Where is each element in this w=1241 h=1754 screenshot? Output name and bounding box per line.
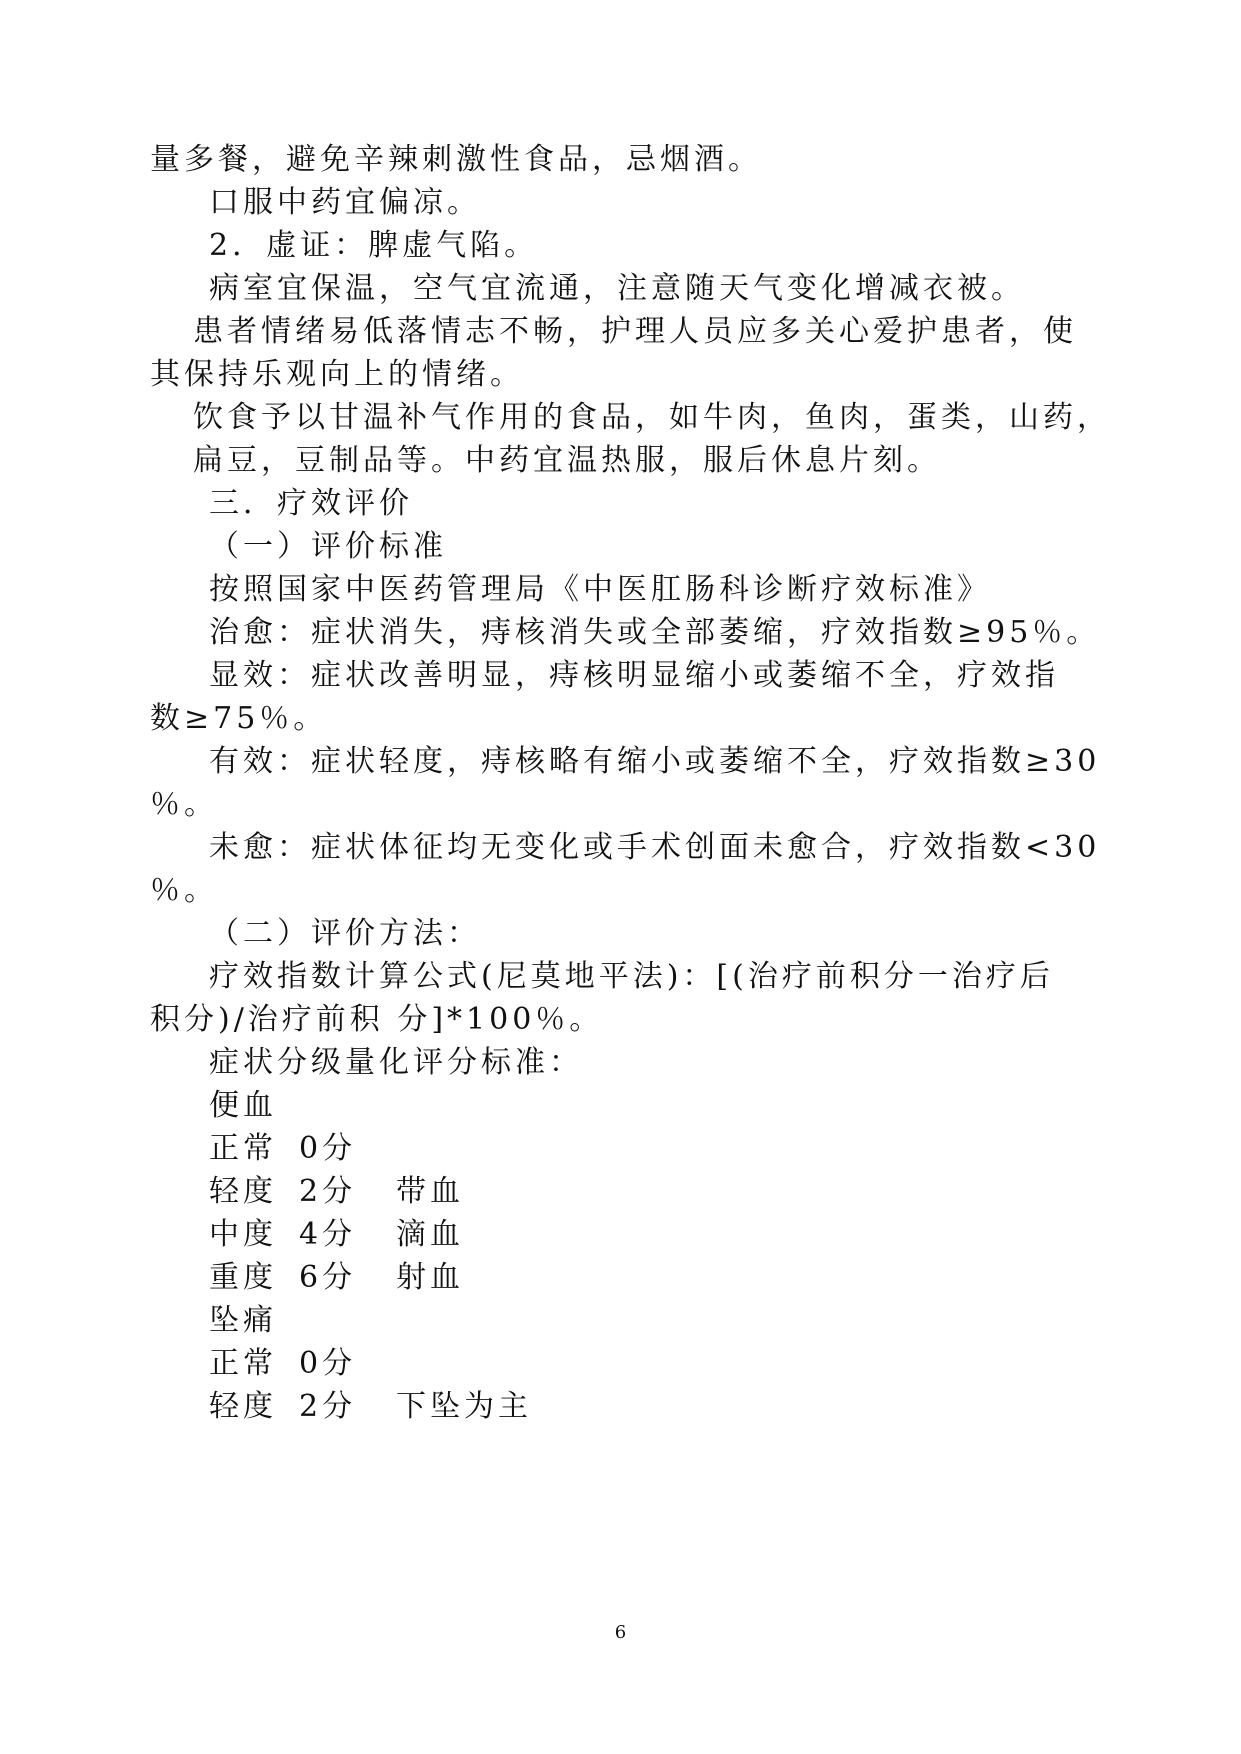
scale-score: 0分 (299, 1131, 357, 1166)
scale-score: 6分 (299, 1260, 357, 1295)
heading-deficiency-syndrome: 2．虚证：脾虚气陷。 (209, 228, 539, 263)
heading-efficacy-evaluation: 三．疗效评价 (209, 486, 413, 521)
scale-score: 2分 (299, 1174, 357, 1209)
paragraph-effective-line2: ％。 (150, 787, 218, 822)
scale-level: 正常 (209, 1131, 277, 1166)
page-number: 6 (614, 1622, 627, 1643)
heading-evaluation-criteria: （一）评价标准 (209, 529, 447, 564)
paragraph-effective-line1: 有效：症状轻度，痔核略有缩小或萎缩不全，疗效指数≥30 (209, 744, 1101, 779)
heading-evaluation-method: （二）评价方法： (209, 916, 481, 951)
scale-score: 4分 (299, 1217, 357, 1252)
paragraph-formula-line2: 积分)/治疗前积 分]*100％。 (150, 1002, 604, 1037)
paragraph-cured: 治愈：症状消失，痔核消失或全部萎缩，疗效指数≥95％。 (209, 615, 1101, 650)
scale-description: 滴血 (396, 1217, 464, 1252)
scale-description: 带血 (396, 1174, 464, 1209)
paragraph-formula-line1: 疗效指数计算公式(尼莫地平法)：[(治疗前积分一治疗后 (209, 959, 1054, 994)
paragraph-marked-effect-line2: 数≥75％。 (150, 701, 328, 736)
paragraph-diet-continued: 量多餐，避免辛辣刺激性食品，忌烟酒。 (150, 142, 762, 177)
paragraph-diet-tonic-line1: 饮食予以甘温补气作用的食品，如牛肉，鱼肉，蛋类，山药， (193, 400, 1111, 435)
scale-score: 2分 (299, 1389, 357, 1424)
paragraph-not-cured-line1: 未愈：症状体征均无变化或手术创面未愈合，疗效指数<30 (209, 830, 1101, 865)
paragraph-herbal-cool: 口服中药宜偏凉。 (209, 185, 481, 220)
scale-level: 轻度 (209, 1389, 277, 1424)
scale-description: 射血 (396, 1260, 464, 1295)
scale-level: 重度 (209, 1260, 277, 1295)
paragraph-emotion-line1: 患者情绪易低落情志不畅，护理人员应多关心爱护患者，使 (193, 314, 1077, 349)
scale-title-hematochezia: 便血 (209, 1088, 277, 1123)
paragraph-ward-warmth: 病室宜保温，空气宜流通，注意随天气变化增减衣被。 (209, 271, 1025, 306)
scale-level: 正常 (209, 1346, 277, 1381)
scale-level: 轻度 (209, 1174, 277, 1209)
paragraph-not-cured-line2: ％。 (150, 873, 218, 908)
paragraph-grading-intro: 症状分级量化评分标准： (209, 1045, 583, 1080)
scale-level: 中度 (209, 1217, 277, 1252)
scale-description: 下坠为主 (396, 1389, 532, 1424)
paragraph-marked-effect-line1: 显效：症状改善明显，痔核明显缩小或萎缩不全，疗效指 (209, 658, 1059, 693)
scale-title-tenesmus: 坠痛 (209, 1303, 277, 1338)
paragraph-emotion-line2: 其保持乐观向上的情绪。 (150, 357, 524, 392)
paragraph-diet-tonic-line2: 扁豆，豆制品等。中药宜温热服，服后休息片刻。 (193, 443, 941, 478)
scale-score: 0分 (299, 1346, 357, 1381)
paragraph-criteria-source: 按照国家中医药管理局《中医肛肠科诊断疗效标准》 (209, 572, 991, 607)
